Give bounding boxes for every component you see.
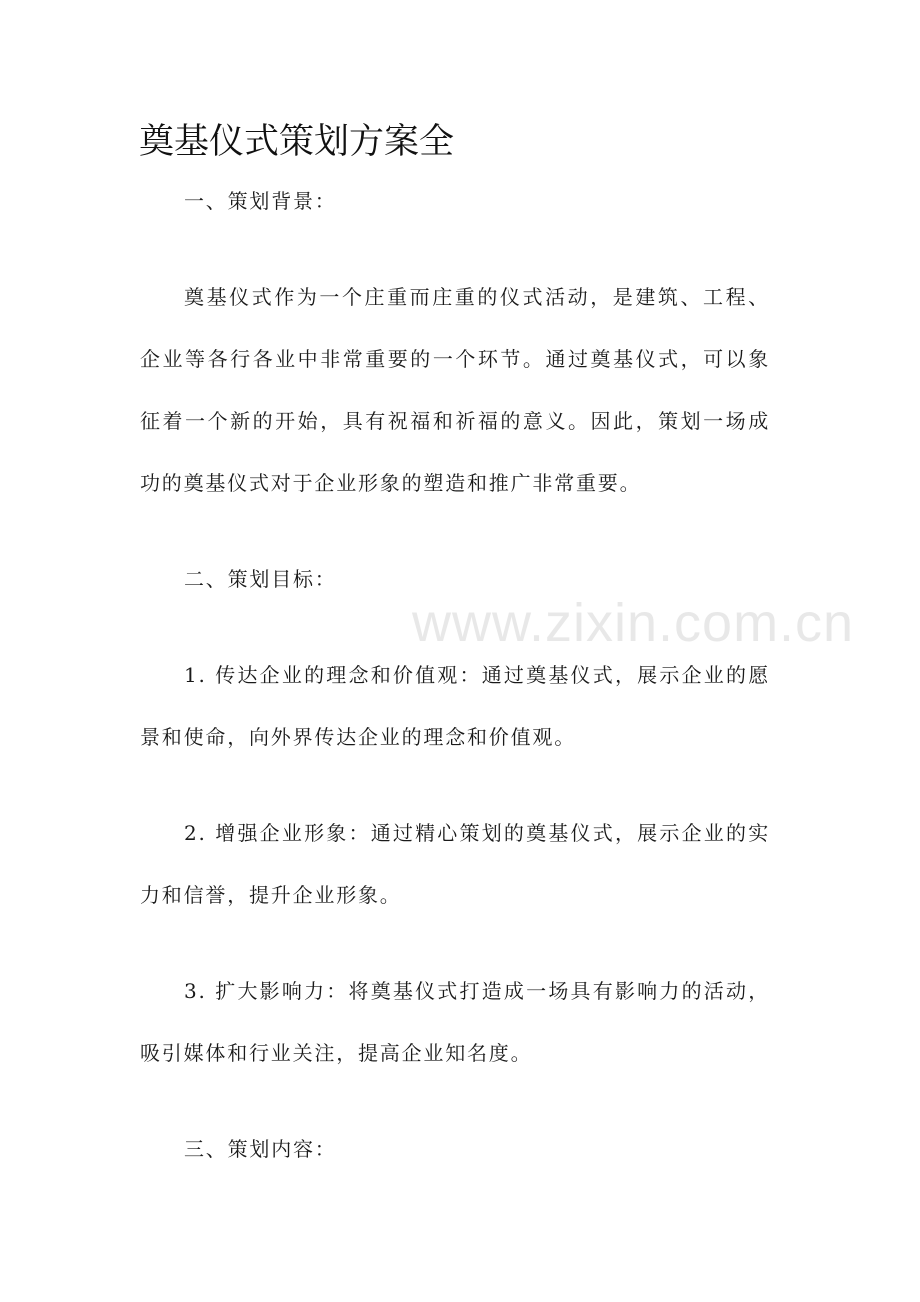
paragraph-background: 奠基仪式作为一个庄重而庄重的仪式活动，是建筑、工程、企业等各行各业中非常重要的一个环节。通过奠基仪式，可以象征着一个新的开始，具有祝福和祈福的意义。因此，策划一场成功的奠基仪式对于企业形象的塑造和推广非常重要。 — [140, 285, 770, 495]
goal-item-3: 3. 扩大影响力：将奠基仪式打造成一场具有影响力的活动，吸引媒体和行业关注，提高企业知名度。 — [140, 979, 770, 1065]
goal-item-2: 2. 增强企业形象：通过精心策划的奠基仪式，展示企业的实力和信誉，提升企业形象。 — [140, 821, 770, 907]
section-heading-content: 三、策划内容： — [184, 1137, 337, 1161]
goal-item-1: 1. 传达企业的理念和价值观：通过奠基仪式，展示企业的愿景和使命，向外界传达企业的理念和价值观。 — [140, 663, 770, 749]
document-title: 奠基仪式策划方案全 — [139, 122, 455, 162]
document-body — [140, 170, 770, 1214]
section-heading-goals: 二、策划目标： — [184, 567, 337, 591]
section-heading-background: 一、策划背景： — [184, 189, 337, 213]
watermark: www.zixin.com.cn — [412, 593, 855, 653]
